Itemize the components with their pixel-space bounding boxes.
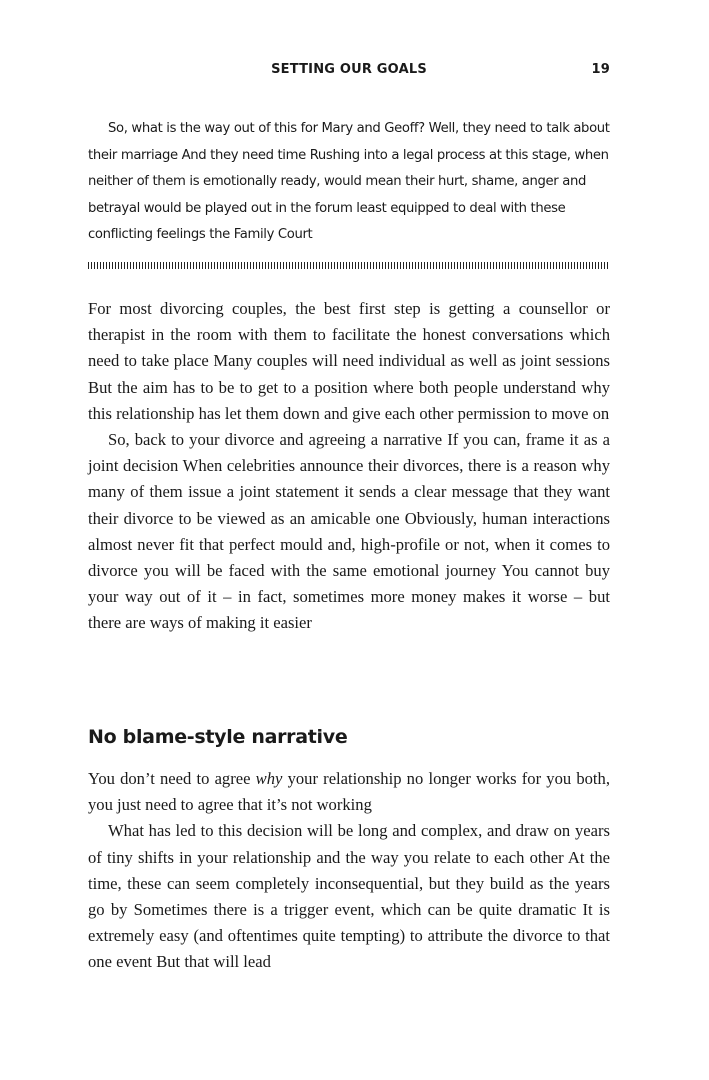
section-p1-after: your relationship no longer works for you both, you just need to agree that it’s not working [88,769,610,815]
section-heading: No blame-style narrative [88,726,348,748]
section-body [88,766,610,976]
body-paragraph-1: For most divorcing couples, the best first step is getting a counsellor or therapist in the room with them to facilitate the honest conversations which need to take place Many couples will need individual as well as joint sessions But the aim has to be to get to a position where both people understand why this relationship has let them down and give each other permission to move on [88,299,610,423]
section-p1-emphasis: why [255,769,283,788]
section-paragraph-1 [88,766,610,818]
section-p1-before: You don’t need to agree [88,769,256,788]
section-paragraph-2: What has led to this decision will be long and complex, and draw on years of tiny shifts in your relationship and the way you relate to each other At the time, these can seem completely inconsequential, but they build as the years go by Sometimes there is a trigger event, which can be quite dramatic It is extremely easy (and oftentimes quite tempting) to attribute the divorce to that one event But that will lead [88,821,610,972]
body-paragraph-2: So, back to your divorce and agreeing a narrative If you can, frame it as a joint decision When celebrities announce their divorces, there is a reason why many of them issue a joint statement it sends a clear message that they want their divorce to be viewed as an amicable one Obviously, human interactions almost never fit that perfect mould and, high-profile or not, when it comes to divorce you will be faced with the same emotional journey You cannot buy your way out of it – in fact, sometimes more money makes it worse – but there are ways of making it easier [88,430,610,633]
body-text [88,296,610,637]
page-number: 19 [591,62,610,77]
case-study-box [88,116,610,249]
case-study-paragraph: So, what is the way out of this for Mary and Geoff? Well, they need to talk about their marriage And they need time Rushing into a legal process at this stage, when neither of them is emotionally ready, would mean their hurt, shame, anger and betrayal would be played out in the forum least equipped to deal with these conflicting feelings the Family Court [88,121,610,242]
dotted-divider [88,262,610,269]
chapter-title: SETTING OUR GOALS [271,62,427,77]
